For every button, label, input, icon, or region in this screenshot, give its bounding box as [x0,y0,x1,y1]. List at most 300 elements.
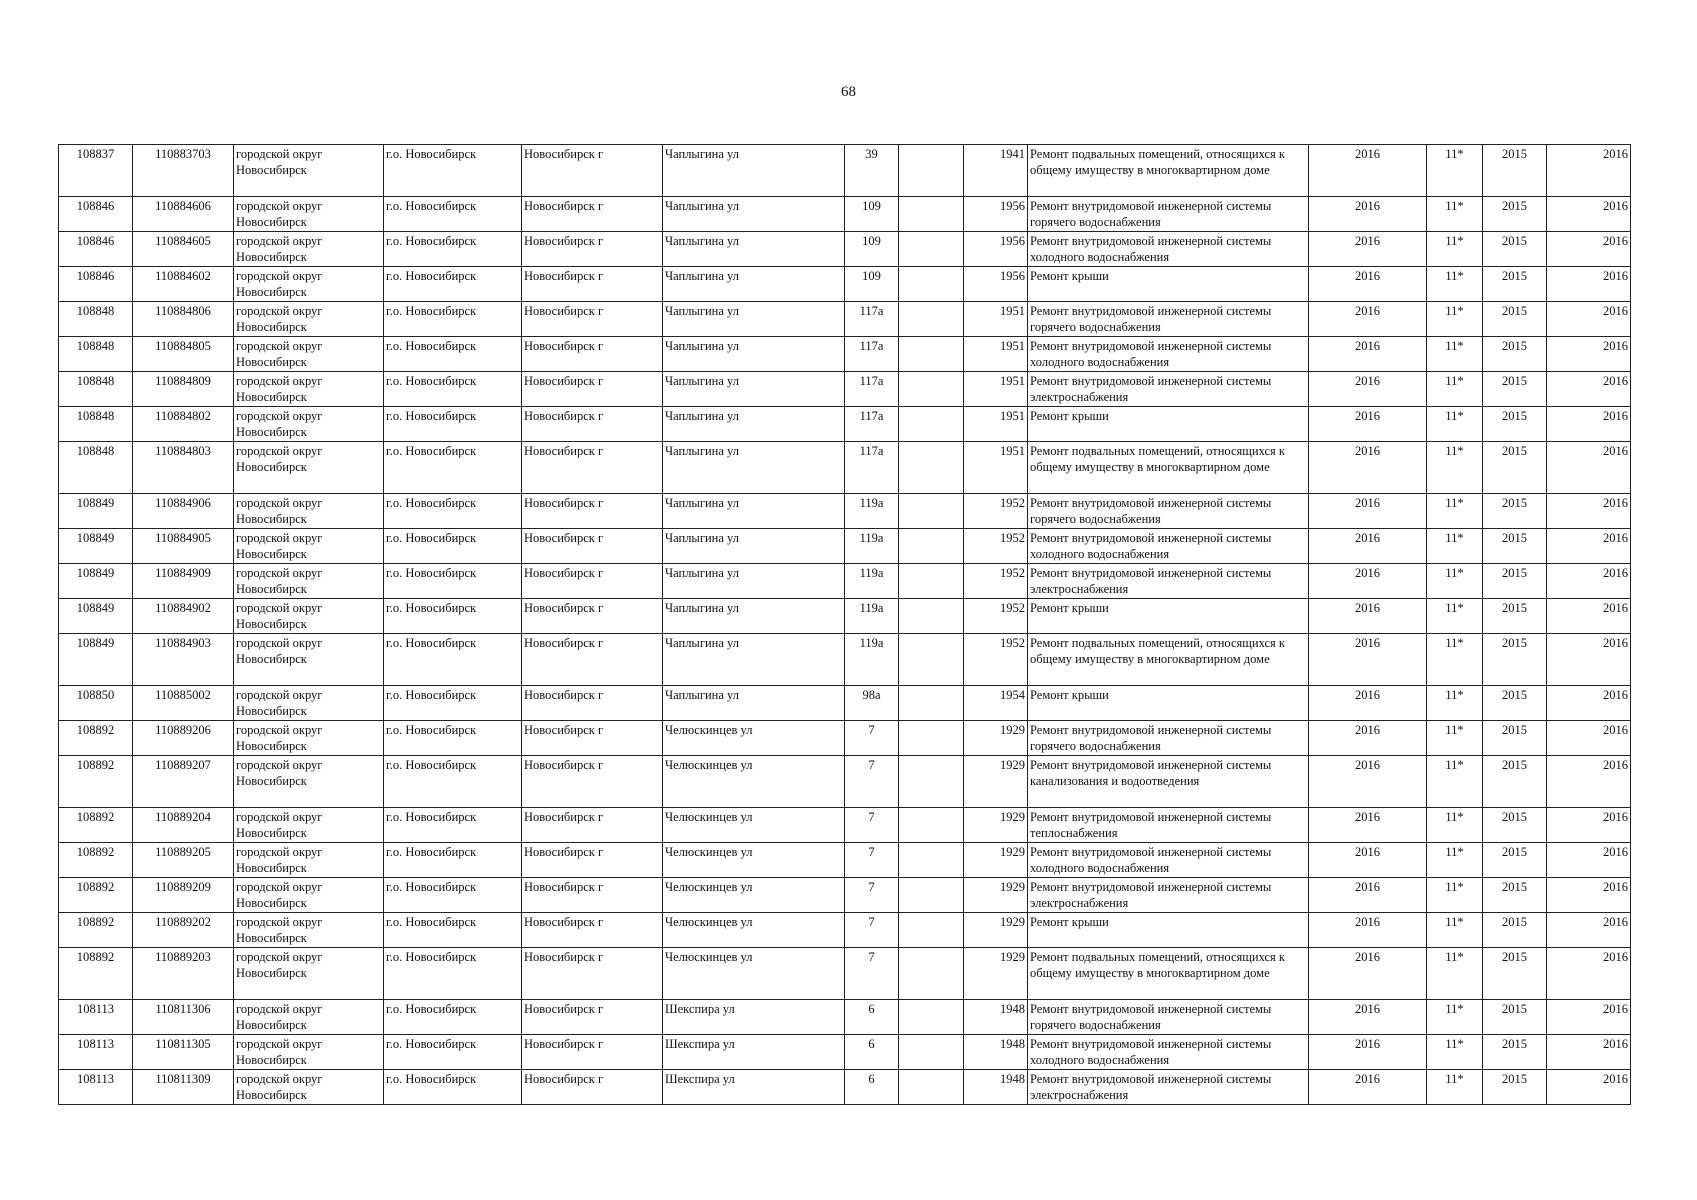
build-year-cell: 1951 [964,372,1028,407]
work-id-cell: 110884902 [133,599,234,634]
city-cell: Новосибирск г [522,1035,663,1070]
code-cell: 11* [1427,337,1483,372]
district-cell: г.о. Новосибирск [384,407,522,442]
house-id-cell: 108849 [59,634,133,686]
work-type-cell: Ремонт крыши [1028,407,1309,442]
house-number-cell: 7 [845,721,899,756]
build-year-cell: 1956 [964,197,1028,232]
district-cell: г.о. Новосибирск [384,442,522,494]
plan-year-cell: 2016 [1309,808,1427,843]
house-id-cell: 108892 [59,756,133,808]
end-year-cell: 2016 [1547,145,1631,197]
municipality-cell: городской округ Новосибирск [234,808,384,843]
end-year-cell: 2016 [1547,721,1631,756]
empty-cell [899,145,964,197]
table-row [59,1000,1631,1035]
street-cell: Чаплыгина ул [663,599,845,634]
end-year-cell: 2016 [1547,948,1631,1000]
district-cell: г.о. Новосибирск [384,1035,522,1070]
code-cell: 11* [1427,686,1483,721]
house-id-cell: 108846 [59,197,133,232]
table-row [59,197,1631,232]
city-cell: Новосибирск г [522,878,663,913]
house-id-cell: 108850 [59,686,133,721]
table-row [59,808,1631,843]
work-type-cell: Ремонт внутридомовой инженерной системы горячего водоснабжения [1028,302,1309,337]
start-year-cell: 2015 [1483,913,1547,948]
work-id-cell: 110885002 [133,686,234,721]
house-id-cell: 108848 [59,407,133,442]
house-number-cell: 7 [845,878,899,913]
municipality-cell: городской округ Новосибирск [234,634,384,686]
plan-year-cell: 2016 [1309,634,1427,686]
house-id-cell: 108846 [59,267,133,302]
street-cell: Чаплыгина ул [663,372,845,407]
table-row [59,721,1631,756]
street-cell: Чаплыгина ул [663,494,845,529]
work-type-cell: Ремонт внутридомовой инженерной системы холодного водоснабжения [1028,337,1309,372]
table-row [59,686,1631,721]
build-year-cell: 1951 [964,442,1028,494]
city-cell: Новосибирск г [522,267,663,302]
empty-cell [899,808,964,843]
municipality-cell: городской округ Новосибирск [234,267,384,302]
district-cell: г.о. Новосибирск [384,145,522,197]
house-id-cell: 108892 [59,913,133,948]
city-cell: Новосибирск г [522,145,663,197]
start-year-cell: 2015 [1483,878,1547,913]
city-cell: Новосибирск г [522,721,663,756]
plan-year-cell: 2016 [1309,1000,1427,1035]
start-year-cell: 2015 [1483,756,1547,808]
city-cell: Новосибирск г [522,372,663,407]
start-year-cell: 2015 [1483,564,1547,599]
table-row [59,599,1631,634]
start-year-cell: 2015 [1483,686,1547,721]
street-cell: Шекспира ул [663,1035,845,1070]
city-cell: Новосибирск г [522,843,663,878]
table-row [59,1035,1631,1070]
empty-cell [899,232,964,267]
build-year-cell: 1951 [964,302,1028,337]
empty-cell [899,407,964,442]
district-cell: г.о. Новосибирск [384,529,522,564]
district-cell: г.о. Новосибирск [384,721,522,756]
empty-cell [899,756,964,808]
code-cell: 11* [1427,634,1483,686]
plan-year-cell: 2016 [1309,197,1427,232]
work-type-cell: Ремонт крыши [1028,686,1309,721]
street-cell: Чаплыгина ул [663,197,845,232]
start-year-cell: 2015 [1483,372,1547,407]
table-row [59,878,1631,913]
work-type-cell: Ремонт внутридомовой инженерной системы холодного водоснабжения [1028,529,1309,564]
house-number-cell: 7 [845,948,899,1000]
work-id-cell: 110884905 [133,529,234,564]
city-cell: Новосибирск г [522,494,663,529]
municipality-cell: городской округ Новосибирск [234,337,384,372]
start-year-cell: 2015 [1483,197,1547,232]
street-cell: Челюскинцев ул [663,913,845,948]
district-cell: г.о. Новосибирск [384,634,522,686]
plan-year-cell: 2016 [1309,878,1427,913]
house-number-cell: 119а [845,634,899,686]
district-cell: г.о. Новосибирск [384,232,522,267]
repair-registry-table [58,144,1631,1105]
plan-year-cell: 2016 [1309,756,1427,808]
work-type-cell: Ремонт внутридомовой инженерной системы электроснабжения [1028,564,1309,599]
build-year-cell: 1951 [964,407,1028,442]
municipality-cell: городской округ Новосибирск [234,442,384,494]
build-year-cell: 1951 [964,337,1028,372]
end-year-cell: 2016 [1547,599,1631,634]
plan-year-cell: 2016 [1309,494,1427,529]
city-cell: Новосибирск г [522,197,663,232]
work-id-cell: 110889206 [133,721,234,756]
start-year-cell: 2015 [1483,494,1547,529]
end-year-cell: 2016 [1547,564,1631,599]
municipality-cell: городской округ Новосибирск [234,878,384,913]
end-year-cell: 2016 [1547,442,1631,494]
empty-cell [899,843,964,878]
work-type-cell: Ремонт внутридомовой инженерной системы электроснабжения [1028,1070,1309,1105]
work-id-cell: 110884809 [133,372,234,407]
house-id-cell: 108849 [59,564,133,599]
work-id-cell: 110889205 [133,843,234,878]
start-year-cell: 2015 [1483,1035,1547,1070]
build-year-cell: 1948 [964,1070,1028,1105]
empty-cell [899,686,964,721]
end-year-cell: 2016 [1547,407,1631,442]
house-id-cell: 108846 [59,232,133,267]
code-cell: 11* [1427,145,1483,197]
plan-year-cell: 2016 [1309,1035,1427,1070]
empty-cell [899,197,964,232]
municipality-cell: городской округ Новосибирск [234,756,384,808]
table-body [59,145,1631,1105]
plan-year-cell: 2016 [1309,372,1427,407]
house-number-cell: 7 [845,843,899,878]
plan-year-cell: 2016 [1309,407,1427,442]
build-year-cell: 1941 [964,145,1028,197]
build-year-cell: 1956 [964,267,1028,302]
house-number-cell: 7 [845,808,899,843]
end-year-cell: 2016 [1547,302,1631,337]
build-year-cell: 1954 [964,686,1028,721]
table-row [59,302,1631,337]
empty-cell [899,1035,964,1070]
municipality-cell: городской округ Новосибирск [234,529,384,564]
house-number-cell: 119а [845,529,899,564]
work-id-cell: 110811306 [133,1000,234,1035]
build-year-cell: 1952 [964,599,1028,634]
start-year-cell: 2015 [1483,442,1547,494]
district-cell: г.о. Новосибирск [384,337,522,372]
house-number-cell: 119а [845,494,899,529]
district-cell: г.о. Новосибирск [384,686,522,721]
house-number-cell: 6 [845,1070,899,1105]
work-type-cell: Ремонт подвальных помещений, относящихся к общему имуществу в многоквартирном доме [1028,948,1309,1000]
end-year-cell: 2016 [1547,1000,1631,1035]
district-cell: г.о. Новосибирск [384,494,522,529]
end-year-cell: 2016 [1547,494,1631,529]
house-number-cell: 109 [845,232,899,267]
start-year-cell: 2015 [1483,337,1547,372]
end-year-cell: 2016 [1547,1035,1631,1070]
start-year-cell: 2015 [1483,529,1547,564]
district-cell: г.о. Новосибирск [384,948,522,1000]
work-id-cell: 110889207 [133,756,234,808]
start-year-cell: 2015 [1483,407,1547,442]
work-id-cell: 110884802 [133,407,234,442]
code-cell: 11* [1427,232,1483,267]
house-id-cell: 108892 [59,948,133,1000]
build-year-cell: 1948 [964,1035,1028,1070]
house-id-cell: 108848 [59,372,133,407]
work-type-cell: Ремонт внутридомовой инженерной системы холодного водоснабжения [1028,232,1309,267]
street-cell: Чаплыгина ул [663,267,845,302]
start-year-cell: 2015 [1483,232,1547,267]
build-year-cell: 1929 [964,721,1028,756]
build-year-cell: 1929 [964,843,1028,878]
empty-cell [899,599,964,634]
end-year-cell: 2016 [1547,232,1631,267]
build-year-cell: 1929 [964,808,1028,843]
plan-year-cell: 2016 [1309,442,1427,494]
code-cell: 11* [1427,756,1483,808]
plan-year-cell: 2016 [1309,145,1427,197]
plan-year-cell: 2016 [1309,948,1427,1000]
house-id-cell: 108849 [59,599,133,634]
house-id-cell: 108848 [59,302,133,337]
city-cell: Новосибирск г [522,808,663,843]
street-cell: Чаплыгина ул [663,564,845,599]
work-type-cell: Ремонт внутридомовой инженерной системы теплоснабжения [1028,808,1309,843]
house-id-cell: 108837 [59,145,133,197]
city-cell: Новосибирск г [522,913,663,948]
house-number-cell: 6 [845,1000,899,1035]
municipality-cell: городской округ Новосибирск [234,145,384,197]
district-cell: г.о. Новосибирск [384,599,522,634]
municipality-cell: городской округ Новосибирск [234,599,384,634]
street-cell: Челюскинцев ул [663,948,845,1000]
municipality-cell: городской округ Новосибирск [234,843,384,878]
code-cell: 11* [1427,564,1483,599]
city-cell: Новосибирск г [522,337,663,372]
house-id-cell: 108113 [59,1000,133,1035]
city-cell: Новосибирск г [522,634,663,686]
city-cell: Новосибирск г [522,529,663,564]
empty-cell [899,372,964,407]
municipality-cell: городской округ Новосибирск [234,913,384,948]
build-year-cell: 1948 [964,1000,1028,1035]
municipality-cell: городской округ Новосибирск [234,1000,384,1035]
street-cell: Чаплыгина ул [663,634,845,686]
work-type-cell: Ремонт подвальных помещений, относящихся к общему имуществу в многоквартирном доме [1028,634,1309,686]
empty-cell [899,913,964,948]
city-cell: Новосибирск г [522,948,663,1000]
city-cell: Новосибирск г [522,686,663,721]
street-cell: Челюскинцев ул [663,721,845,756]
house-number-cell: 117а [845,372,899,407]
municipality-cell: городской округ Новосибирск [234,1070,384,1105]
end-year-cell: 2016 [1547,267,1631,302]
end-year-cell: 2016 [1547,808,1631,843]
street-cell: Чаплыгина ул [663,529,845,564]
code-cell: 11* [1427,843,1483,878]
table-row [59,442,1631,494]
plan-year-cell: 2016 [1309,843,1427,878]
district-cell: г.о. Новосибирск [384,843,522,878]
code-cell: 11* [1427,1070,1483,1105]
work-id-cell: 110889209 [133,878,234,913]
end-year-cell: 2016 [1547,337,1631,372]
empty-cell [899,878,964,913]
work-type-cell: Ремонт внутридомовой инженерной системы канализования и водоотведения [1028,756,1309,808]
code-cell: 11* [1427,302,1483,337]
street-cell: Чаплыгина ул [663,442,845,494]
plan-year-cell: 2016 [1309,232,1427,267]
district-cell: г.о. Новосибирск [384,1000,522,1035]
plan-year-cell: 2016 [1309,913,1427,948]
work-type-cell: Ремонт внутридомовой инженерной системы холодного водоснабжения [1028,1035,1309,1070]
house-id-cell: 108848 [59,442,133,494]
table-row [59,913,1631,948]
empty-cell [899,337,964,372]
start-year-cell: 2015 [1483,145,1547,197]
build-year-cell: 1929 [964,948,1028,1000]
page-number: 68 [841,84,856,100]
street-cell: Шекспира ул [663,1000,845,1035]
end-year-cell: 2016 [1547,197,1631,232]
build-year-cell: 1929 [964,756,1028,808]
city-cell: Новосибирск г [522,756,663,808]
municipality-cell: городской округ Новосибирск [234,494,384,529]
street-cell: Чаплыгина ул [663,232,845,267]
city-cell: Новосибирск г [522,599,663,634]
code-cell: 11* [1427,442,1483,494]
plan-year-cell: 2016 [1309,337,1427,372]
house-number-cell: 117а [845,337,899,372]
start-year-cell: 2015 [1483,267,1547,302]
work-type-cell: Ремонт внутридомовой инженерной системы горячего водоснабжения [1028,494,1309,529]
work-id-cell: 110883703 [133,145,234,197]
end-year-cell: 2016 [1547,686,1631,721]
build-year-cell: 1952 [964,494,1028,529]
work-type-cell: Ремонт внутридомовой инженерной системы электроснабжения [1028,372,1309,407]
start-year-cell: 2015 [1483,948,1547,1000]
code-cell: 11* [1427,407,1483,442]
plan-year-cell: 2016 [1309,564,1427,599]
code-cell: 11* [1427,948,1483,1000]
district-cell: г.о. Новосибирск [384,878,522,913]
district-cell: г.о. Новосибирск [384,372,522,407]
code-cell: 11* [1427,372,1483,407]
house-id-cell: 108892 [59,721,133,756]
start-year-cell: 2015 [1483,302,1547,337]
empty-cell [899,564,964,599]
work-type-cell: Ремонт подвальных помещений, относящихся к общему имуществу в многоквартирном доме [1028,145,1309,197]
end-year-cell: 2016 [1547,913,1631,948]
start-year-cell: 2015 [1483,1070,1547,1105]
house-number-cell: 7 [845,913,899,948]
municipality-cell: городской округ Новосибирск [234,197,384,232]
empty-cell [899,494,964,529]
end-year-cell: 2016 [1547,756,1631,808]
table-row [59,372,1631,407]
work-id-cell: 110889203 [133,948,234,1000]
house-number-cell: 109 [845,197,899,232]
house-id-cell: 108849 [59,494,133,529]
municipality-cell: городской округ Новосибирск [234,1035,384,1070]
start-year-cell: 2015 [1483,599,1547,634]
municipality-cell: городской округ Новосибирск [234,372,384,407]
plan-year-cell: 2016 [1309,302,1427,337]
work-id-cell: 110884906 [133,494,234,529]
build-year-cell: 1929 [964,913,1028,948]
table-row [59,1070,1631,1105]
table-row [59,407,1631,442]
work-id-cell: 110811305 [133,1035,234,1070]
house-number-cell: 117а [845,407,899,442]
start-year-cell: 2015 [1483,721,1547,756]
municipality-cell: городской округ Новосибирск [234,564,384,599]
table-row [59,634,1631,686]
code-cell: 11* [1427,1035,1483,1070]
code-cell: 11* [1427,197,1483,232]
code-cell: 11* [1427,267,1483,302]
house-number-cell: 39 [845,145,899,197]
end-year-cell: 2016 [1547,843,1631,878]
municipality-cell: городской округ Новосибирск [234,686,384,721]
table-row [59,529,1631,564]
empty-cell [899,1070,964,1105]
plan-year-cell: 2016 [1309,267,1427,302]
district-cell: г.о. Новосибирск [384,302,522,337]
work-id-cell: 110884803 [133,442,234,494]
work-id-cell: 110889202 [133,913,234,948]
house-id-cell: 108892 [59,878,133,913]
code-cell: 11* [1427,913,1483,948]
empty-cell [899,529,964,564]
table-row [59,232,1631,267]
municipality-cell: городской округ Новосибирск [234,302,384,337]
work-id-cell: 110811309 [133,1070,234,1105]
build-year-cell: 1956 [964,232,1028,267]
street-cell: Чаплыгина ул [663,302,845,337]
code-cell: 11* [1427,878,1483,913]
municipality-cell: городской округ Новосибирск [234,948,384,1000]
table-row [59,145,1631,197]
table-row [59,337,1631,372]
street-cell: Чаплыгина ул [663,407,845,442]
code-cell: 11* [1427,721,1483,756]
table-row [59,564,1631,599]
work-type-cell: Ремонт крыши [1028,267,1309,302]
district-cell: г.о. Новосибирск [384,267,522,302]
code-cell: 11* [1427,599,1483,634]
street-cell: Челюскинцев ул [663,843,845,878]
work-id-cell: 110884909 [133,564,234,599]
municipality-cell: городской округ Новосибирск [234,232,384,267]
code-cell: 11* [1427,494,1483,529]
district-cell: г.о. Новосибирск [384,197,522,232]
street-cell: Чаплыгина ул [663,686,845,721]
house-id-cell: 108848 [59,337,133,372]
house-number-cell: 117а [845,442,899,494]
house-number-cell: 117а [845,302,899,337]
house-id-cell: 108113 [59,1070,133,1105]
